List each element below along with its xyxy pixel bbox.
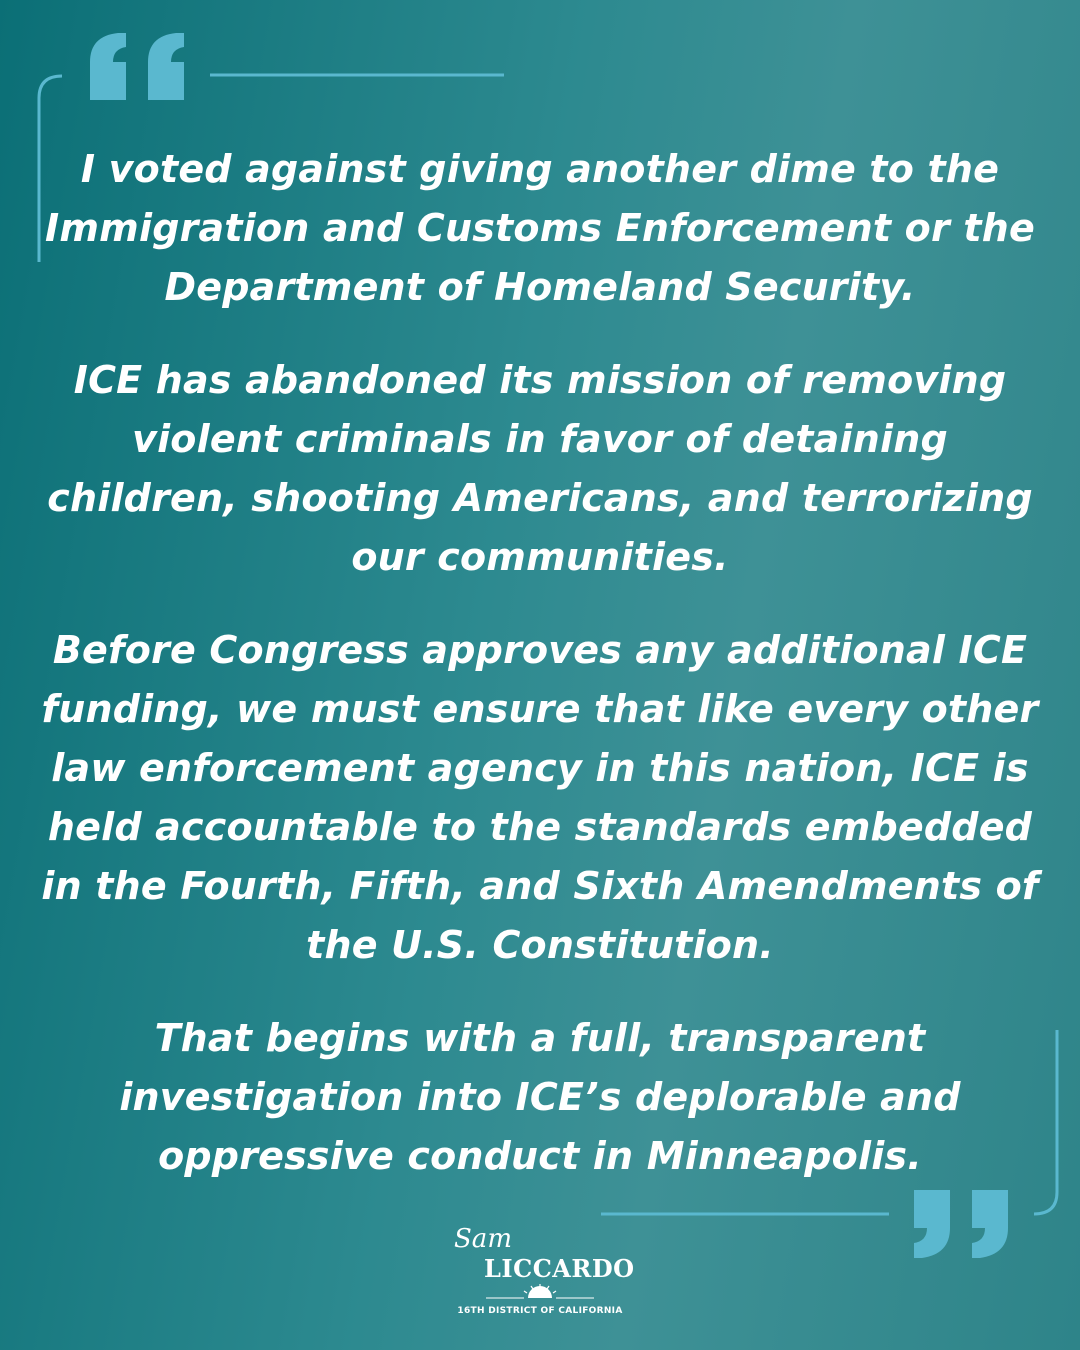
quote-paragraph: That begins with a full, transparent investigation into ICE’s deplorable and oppressive conduct in Minneapolis.	[119, 1016, 961, 1178]
logo-script-name: Sam	[454, 1224, 512, 1254]
quote-paragraph: ICE has abandoned its mission of removing violent criminals in favor of detaining children, shooting Americans, and terrorizing our communities.	[47, 358, 1033, 579]
quote-paragraph: Before Congress approves any additional ICE funding, we must ensure that like every other law enforcement agency in this nation, ICE is held accountable to the standards embedded in the Fourth, Fifth, and Sixth Amendments of the U.S. Constitution.	[41, 628, 1039, 967]
sun-icon	[440, 1284, 640, 1304]
logo-district: 16TH DISTRICT OF CALIFORNIA	[457, 1306, 623, 1316]
open-quote-icon	[90, 33, 184, 100]
liccardo-logo	[440, 1222, 640, 1322]
logo-name: LICCARDO	[484, 1254, 635, 1283]
quote-paragraph: I voted against giving another dime to the Immigration and Customs Enforcement or the Department of Homeland Security.	[45, 147, 1035, 309]
quote-body	[40, 140, 1040, 1220]
